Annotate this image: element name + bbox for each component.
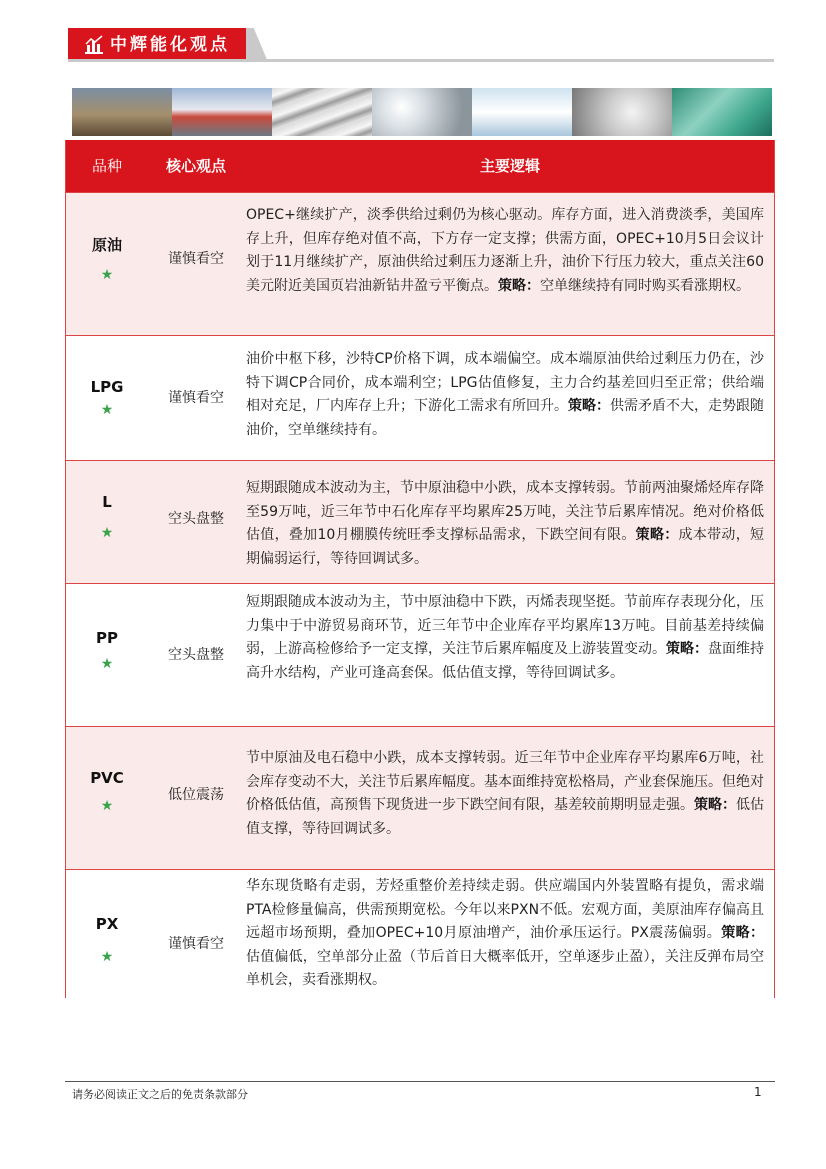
- header-divider: [68, 59, 774, 62]
- table-header: [66, 140, 774, 192]
- header-variety: 品种: [91, 157, 122, 175]
- header-bar-accent: [246, 28, 268, 62]
- strategy-label: 策略：: [635, 527, 679, 543]
- table-row-crude-oil: [66, 192, 774, 335]
- strategy-label: 策略：: [694, 797, 736, 813]
- plastic-pellets-image: [372, 88, 472, 136]
- main-logic: 油价中枢下移，沙特CP价格下调，成本端偏空。成本端原油供给过剩压力仍在，沙特下调CP合同价，成本端利空；LPG估值修复，主力合约基差回归至正常；供给端相对充足，厂内库存上升；下游化工需求有所回升。策略：供需矛盾不大，走势跟随油价，空单继续持有。: [246, 351, 764, 438]
- variety-name: PX: [95, 915, 119, 933]
- star-icon: ★: [100, 267, 114, 283]
- star-icon: ★: [100, 402, 114, 418]
- table-row-pvc: [66, 726, 774, 869]
- glass-sheets-image: [672, 88, 772, 136]
- star-icon: ★: [100, 525, 114, 541]
- pipes-image: [272, 88, 372, 136]
- strategy-label: 策略：: [568, 398, 610, 414]
- main-logic: 节中原油及电石稳中小跌，成本支撑转弱。近三年节中企业库存平均累库6万吨，社会库存变动不大，关注节后累库幅度。基本面维持宽松格局，产业套保施压。但绝对价格低估值，高预售下现货进一步下跌空间有限，基差较前期明显走强。策略：低估值支撑，等待回调试多。: [246, 750, 764, 837]
- pvc-product-image: [472, 88, 572, 136]
- variety-name: L: [102, 493, 112, 511]
- footer-disclaimer: 请务必阅读正文之后的免责条款部分: [72, 1088, 248, 1101]
- core-view: 空头盘整: [168, 647, 224, 663]
- strategy-label: 策略：: [666, 641, 708, 657]
- variety-name: LPG: [90, 378, 124, 396]
- main-logic: 短期跟随成本波动为主，节中原油稳中下跌，丙烯表现坚挺。节前库存表现分化，压力集中于中游贸易商环节，近三年节中企业库存平均累库13万吨。目前基差持续偏弱，上游高检修给予一定支撑，关注节后累库幅度及上游装置变动。策略：盘面维持高升水结构，产业可逢高套保。低估值支撑，等待回调试多。: [246, 594, 764, 681]
- star-icon: ★: [100, 798, 114, 814]
- resin-granules-image: [572, 88, 672, 136]
- table-row-lpg: [66, 335, 774, 460]
- core-view: 谨慎看空: [168, 936, 224, 952]
- main-logic: 短期跟随成本波动为主，节中原油稳中小跌，成本支撑转弱。节前两油聚烯烃库存降至59万吨，近三年节中石化库存平均累库25万吨，关注节后累库情况。绝对价格低估值，叠加10月棚膜传统旺季支撑标品需求，下跌空间有限。策略：成本带动，短期偏弱运行，等待回调试多。: [246, 480, 764, 567]
- core-view: 空头盘整: [168, 511, 224, 527]
- star-icon: ★: [100, 949, 114, 965]
- main-logic: OPEC+继续扩产，淡季供给过剩仍为核心驱动。库存方面，进入消费淡季，美国库存上升，但库存绝对值不高，下方存一定支撑；供需方面，OPEC+10月5日会议计划于11月继续扩产，原油供给过剩压力逐渐上升，油价下行压力较大，重点关注60美元附近美国页岩油新钻井盈亏平衡点。策略：空单继续持有同时购买看涨期权。: [246, 207, 764, 294]
- strategy-label: 策略：: [721, 925, 764, 941]
- strategy-label: 策略：: [498, 277, 540, 294]
- star-icon: ★: [100, 656, 114, 672]
- table-row-pp: [66, 583, 774, 726]
- oil-pump-image: [72, 88, 172, 136]
- footer-divider: [65, 1081, 775, 1082]
- header-main-logic: 主要逻辑: [479, 157, 540, 175]
- core-view: 谨慎看空: [168, 390, 224, 406]
- core-view: 低位震荡: [168, 787, 224, 803]
- views-table: [65, 140, 775, 998]
- table-row-px: [66, 869, 774, 998]
- core-view: 谨慎看空: [168, 251, 224, 267]
- banner-strip: [72, 88, 772, 136]
- main-logic: 华东现货略有走弱，芳烃重整价差持续走弱。供应端国内外装置略有提负，需求端PTA检修量偏高，供需预期宽松。今年以来PXN不低。宏观方面，美原油库存偏高且远超市场预期，叠加OPEC+10月原油增产，油价承压运行。PX震荡偏弱。策略：估值偏低，空单部分止盈（节后首日大概率低开，空单逐步止盈），关注反弹布局空单机会，卖看涨期权。: [246, 878, 764, 988]
- page-title: 中辉能化观点: [110, 35, 230, 55]
- page-number: 1: [754, 1085, 762, 1099]
- bar-chart-icon: [84, 35, 104, 55]
- header-core-view: 核心观点: [165, 157, 226, 175]
- variety-name: PP: [96, 629, 118, 647]
- variety-name: 原油: [91, 236, 122, 254]
- table-row-l: [66, 460, 774, 583]
- lpg-tank-image: [172, 88, 272, 136]
- variety-name: PVC: [90, 769, 124, 787]
